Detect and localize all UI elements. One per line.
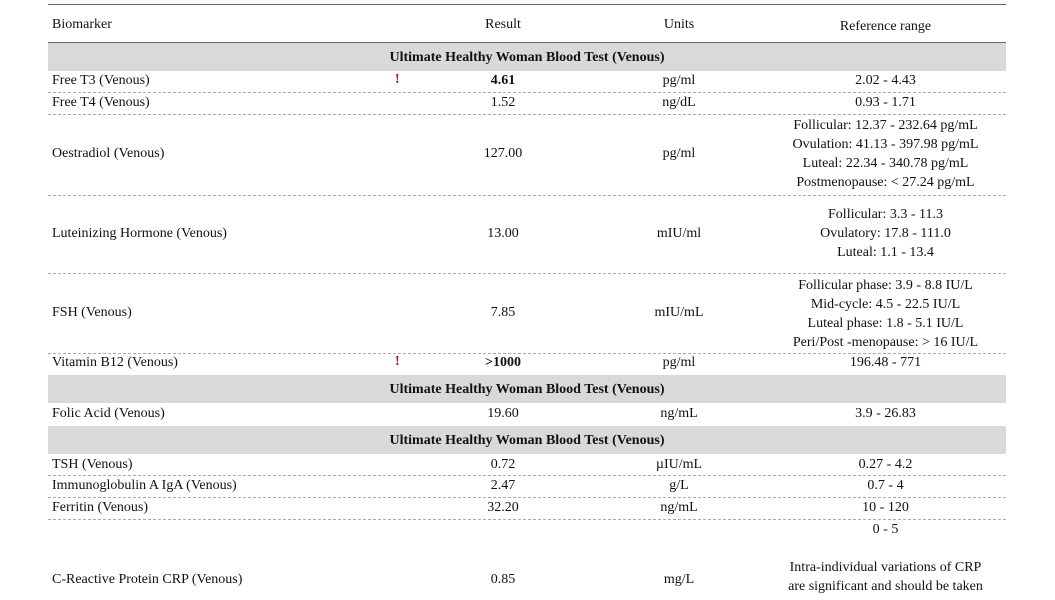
- reference-line: Follicular phase: 3.9 - 8.8 IU/L: [798, 278, 973, 293]
- result-value: 19.60: [487, 406, 519, 421]
- table-row: [48, 93, 1006, 115]
- reference-range: [768, 116, 1003, 192]
- table-row: [48, 354, 1006, 375]
- biomarker-name: Ferritin (Venous): [52, 500, 149, 515]
- units: pg/ml: [662, 73, 696, 88]
- section-header: Ultimate Healthy Woman Blood Test (Venous): [48, 43, 1006, 71]
- biomarker-name: Free T4 (Venous): [52, 95, 150, 110]
- table-row: [48, 476, 1006, 498]
- table-row: [48, 520, 1006, 596]
- units: ng/dL: [662, 95, 696, 110]
- section-header: Ultimate Healthy Woman Blood Test (Venous): [48, 375, 1006, 403]
- header-reference-range: Reference range: [839, 19, 932, 34]
- result-value: 13.00: [487, 226, 519, 241]
- reference-range: 2.02 - 4.43: [855, 73, 916, 88]
- result-value: >1000: [485, 355, 521, 370]
- biomarker-name: C-Reactive Protein CRP (Venous): [52, 572, 243, 587]
- reference-line: Follicular: 3.3 - 11.3: [828, 207, 943, 222]
- biomarker-name: Luteinizing Hormone (Venous): [52, 226, 227, 241]
- reference-range: 0.27 - 4.2: [858, 457, 913, 472]
- reference-line: Follicular: 12.37 - 232.64 pg/mL: [793, 118, 978, 133]
- reference-line: 0 - 5: [872, 522, 899, 537]
- reference-range: 10 - 120: [862, 500, 909, 515]
- reference-line: Intra-individual variations of CRP: [789, 560, 982, 575]
- reference-line: Mid-cycle: 4.5 - 22.5 IU/L: [810, 297, 961, 312]
- table-row: [48, 454, 1006, 476]
- result-value: 32.20: [487, 500, 519, 515]
- reference-range: 0.93 - 1.71: [855, 95, 916, 110]
- units: ng/mL: [660, 500, 698, 515]
- reference-line: Peri/Post -menopause: > 16 IU/L: [792, 335, 979, 350]
- table-row: [48, 403, 1006, 426]
- abnormal-flag-icon: !: [395, 72, 400, 87]
- reference-range: 3.9 - 26.83: [855, 406, 916, 421]
- table-row: [48, 115, 1006, 196]
- result-value: 127.00: [483, 146, 523, 161]
- reference-line: Luteal: 1.1 - 13.4: [837, 245, 934, 260]
- units: pg/ml: [662, 355, 696, 370]
- result-value: 0.72: [490, 457, 516, 472]
- units: mg/L: [663, 572, 695, 587]
- reference-range: 0.7 - 4: [867, 478, 904, 493]
- table-row: [48, 71, 1006, 93]
- abnormal-flag-icon: !: [395, 354, 400, 369]
- reference-range: [768, 205, 1003, 262]
- units: ng/mL: [660, 406, 698, 421]
- result-value: 2.47: [490, 478, 516, 493]
- biomarker-name: Immunoglobulin A IgA (Venous): [52, 478, 237, 493]
- biomarker-name: Free T3 (Venous): [52, 73, 150, 88]
- result-value: 0.85: [490, 572, 516, 587]
- biomarker-name: Folic Acid (Venous): [52, 406, 165, 421]
- reference-range: 196.48 - 771: [849, 355, 922, 370]
- table-row: [48, 498, 1006, 520]
- reference-range: [768, 520, 1003, 596]
- reference-range: [768, 276, 1003, 352]
- header-units: Units: [663, 17, 695, 32]
- reference-line: Ovulation: 41.13 - 397.98 pg/mL: [792, 137, 979, 152]
- biomarker-name: TSH (Venous): [52, 457, 133, 472]
- reference-spacer: [768, 539, 1003, 558]
- reference-line: Ovulatory: 17.8 - 111.0: [820, 226, 951, 241]
- header-biomarker: Biomarker: [52, 17, 112, 32]
- reference-line: Postmenopause: < 27.24 pg/mL: [796, 175, 975, 190]
- table-header: [48, 4, 1006, 43]
- section-header: Ultimate Healthy Woman Blood Test (Venous): [48, 426, 1006, 454]
- result-value: 1.52: [490, 95, 516, 110]
- results-table: [48, 4, 1006, 596]
- units: µIU/mL: [655, 457, 703, 472]
- table-row: [48, 196, 1006, 274]
- units: g/L: [669, 478, 689, 493]
- reference-line: Luteal: 22.34 - 340.78 pg/mL: [802, 156, 969, 171]
- reference-line: are significant and should be taken: [788, 579, 983, 594]
- table-row: [48, 274, 1006, 354]
- biomarker-name: Vitamin B12 (Venous): [52, 355, 178, 370]
- units: mIU/ml: [656, 226, 702, 241]
- units: pg/ml: [662, 146, 696, 161]
- reference-line: Luteal phase: 1.8 - 5.1 IU/L: [807, 316, 964, 331]
- biomarker-name: FSH (Venous): [52, 305, 132, 320]
- units: mIU/mL: [654, 305, 704, 320]
- header-result: Result: [485, 17, 521, 32]
- result-value: 4.61: [490, 73, 516, 88]
- result-value: 7.85: [490, 305, 516, 320]
- biomarker-name: Oestradiol (Venous): [52, 146, 165, 161]
